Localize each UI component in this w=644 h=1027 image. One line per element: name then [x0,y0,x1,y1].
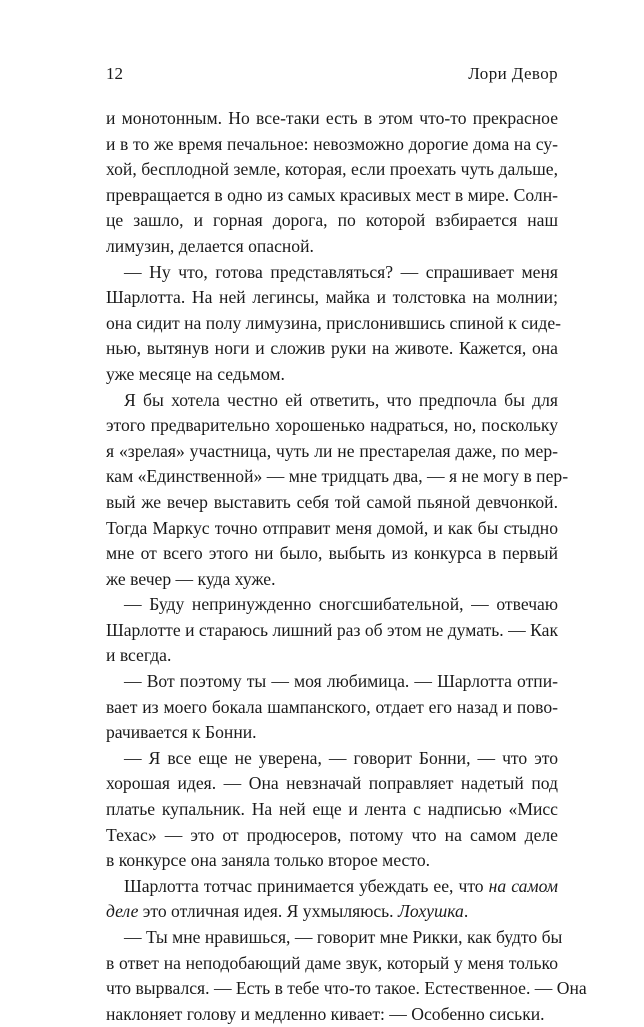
text-line: кам «Единственной» — мне тридцать два, — я не могу в пер- [106,466,569,487]
italic-segment: на самом [488,875,558,896]
text-line: и монотонным. Но все-таки есть в этом что-то прекрасное [106,108,558,128]
italic-segment: деле [106,901,139,922]
text-line: це зашло, и горная дорога, по которой взбирается наш [106,210,558,231]
text-line: этого предварительно хорошенько надраться, но, поскольку [106,415,558,436]
text-line: же вечер — куда хуже. [106,568,276,589]
text-line: Техас» — это от продюсеров, потому что на самом деле [106,824,558,845]
body-text [106,106,587,1027]
text-line: превращается в одно из самых красивых мест в мире. Солн- [106,184,558,205]
text-line: Шарлотта. На ней легинсы, майка и толстовка на молнии; [106,287,558,308]
text-line: наклоняет голову и медленно кивает: — Особенно сиськи. [106,1003,545,1024]
text-line: нью, вытянув ноги и сложив руки на животе. Кажется, она [106,338,558,359]
text-line: — Вот поэтому ты — моя любимица. — Шарлотта отпи- [124,671,558,692]
page-number: 12 [106,64,123,83]
text-line: вый же вечер выставить себя той самой пьяной девчонкой. [106,491,558,512]
text-line: уже месяце на седьмом. [106,363,285,384]
text-line: что вырвался. — Есть в тебе что-то такое. Естественное. — Она [106,978,587,999]
italic-segment: Лохушка [397,901,464,922]
text-line: — Ты мне нравишься, — говорит мне Рикки, как будто бы [124,927,563,947]
text-line: она сидит на полу лимузина, прислонившись спиной к сиде- [106,312,561,333]
text-line: платье купальник. На ней еще и лента с надписью «Мисс [106,799,558,820]
text-line: лимузин, делается опасной. [106,235,314,256]
text-line: в ответ на неподобающий даме звук, который у меня только [106,952,558,973]
text-segment: Шарлотта тотчас принимается убеждать ее, что [124,875,489,896]
running-title: Лори Девор [468,64,558,83]
text-line: и в то же время печальное: невозможно дорогие дома на су- [106,133,558,154]
text-line: — Я все еще не уверена, — говорит Бонни, — что это [124,747,558,768]
text-line: Я бы хотела честно ей ответить, что предпочла бы для [124,389,558,410]
text-line: Шарлотте и стараюсь лишний раз об этом не думать. — Как [106,619,558,640]
text-segment: . [463,901,469,922]
text-line [106,874,558,900]
text-line: хой, бесплодной земле, которая, если проехать чуть дальше, [106,159,558,180]
text-line: хорошая идея. — Она невзначай поправляет надетый под [106,773,558,794]
text-line: вает из моего бокала шампанского, отдает его назад и пово- [106,696,558,717]
page-header [106,64,558,86]
text-line [106,899,558,925]
text-line: рачивается к Бонни. [106,722,257,743]
text-line: Тогда Маркус точно отправит меня домой, и как бы стыдно [106,517,558,538]
text-line: мне от всего этого ни было, выбыть из конкурса в первый [106,543,558,564]
text-line: я «зрелая» участница, чуть ли не престарелая даже, по мер- [106,440,558,461]
text-line: и всегда. [106,645,172,666]
text-line: — Ну что, готова представляться? — спрашивает меня [124,261,558,282]
text-line: в конкурсе она заняла только второе место. [106,850,431,871]
text-segment: это отличная идея. Я ухмыляюсь. [138,901,398,922]
text-line: — Буду непринужденно сногсшибательной, — отвечаю [124,594,558,615]
